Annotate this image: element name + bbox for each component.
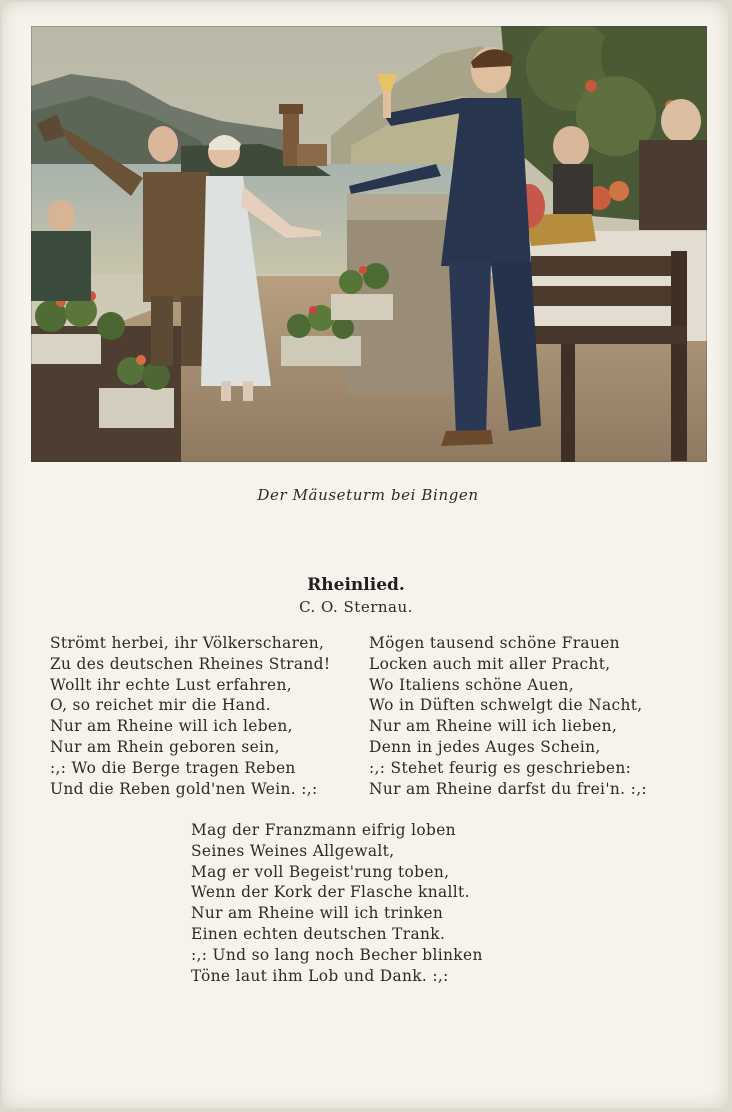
stanza-line: Und die Reben gold'nen Wein. :,: [50, 779, 318, 798]
stanza-line: Nur am Rheine will ich trinken [191, 904, 444, 923]
stanza-line: Locken auch mit aller Pracht, [369, 654, 611, 673]
stanza-line: Mag er voll Begeist'rung toben, [191, 862, 450, 881]
painting-caption: Der Mäuseturm bei Bingen [257, 486, 479, 504]
stanza-line: Wo in Düften schwelgt die Nacht, [369, 696, 643, 715]
stanza-line: :,: Wo die Berge tragen Reben [50, 758, 296, 777]
stanza-3 [191, 820, 483, 986]
stanza-line: Mögen tausend schöne Frauen [369, 634, 620, 652]
stanza-1 [50, 633, 330, 799]
poem-author: C. O. Sternau. [299, 598, 413, 616]
stanza-line: :,: Stehet feurig es geschrieben: [369, 758, 632, 777]
stanza-line: Einen echten deutschen Trank. [191, 924, 446, 943]
rhine-terrace-painting [31, 26, 707, 462]
stanza-line: O, so reichet mir die Hand. [50, 696, 271, 715]
stanza-line: Nur am Rheine will ich leben, [50, 717, 293, 736]
stanza-line: Strömt herbei, ihr Völkerscharen, [50, 634, 325, 652]
stanza-line: Nur am Rhein geboren sein, [50, 737, 280, 756]
stanza-line: Mag der Franzmann eifrig loben [191, 821, 456, 839]
stanza-line: Nur am Rheine darfst du frei'n. :,: [369, 779, 647, 798]
stanza-line: Denn in jedes Auges Schein, [369, 737, 601, 756]
stanza-line: Wo Italiens schöne Auen, [369, 675, 574, 694]
painting-illustration [31, 26, 707, 462]
stanza-line: :,: Und so lang noch Becher blinken [191, 945, 483, 964]
stanza-line: Wenn der Kork der Flasche knallt. [191, 883, 470, 902]
stanza-line: Seines Weines Allgewalt, [191, 841, 395, 860]
poem-title: Rheinlied. [307, 575, 405, 595]
stanza-2 [369, 633, 647, 799]
stanza-line: Wollt ihr echte Lust erfahren, [50, 675, 292, 694]
stanza-line: Zu des deutschen Rheines Strand! [50, 654, 331, 673]
stanza-line: Töne laut ihm Lob und Dank. :,: [191, 966, 449, 985]
stanza-line: Nur am Rheine will ich lieben, [369, 717, 618, 736]
